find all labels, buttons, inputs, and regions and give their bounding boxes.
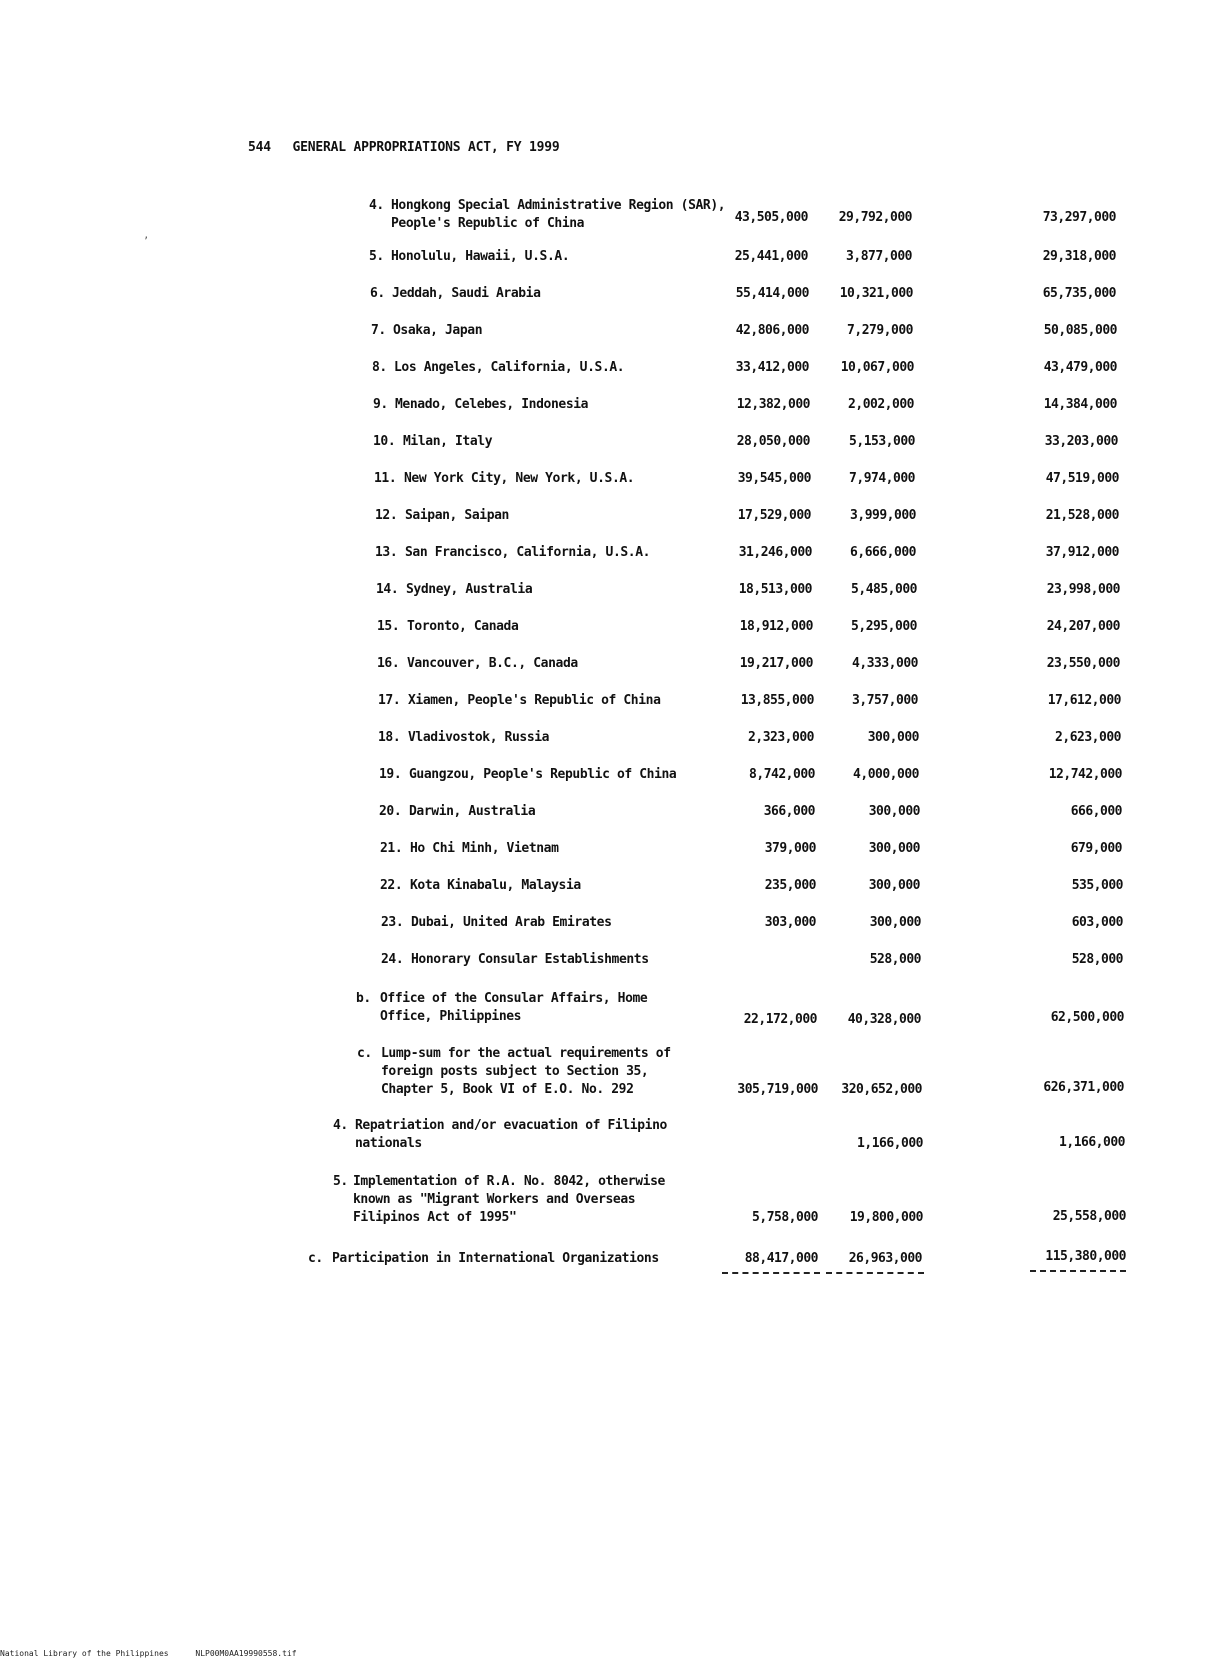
row-label	[375, 507, 509, 525]
total-amount: 535,000	[1071, 878, 1123, 893]
mooe-amount: 300,000	[868, 878, 920, 893]
row-text-line2: People's Republic of China	[391, 216, 585, 231]
personal-services-amount: 31,246,000	[738, 545, 812, 560]
personal-services-amount: 2,323,000	[748, 730, 814, 745]
mooe-amount: 528,000	[869, 952, 921, 967]
row-number: 17.	[378, 693, 401, 708]
total-amount: 17,612,000	[1047, 693, 1121, 708]
mooe-amount: 4,000,000	[853, 767, 919, 782]
mooe-amount: 300,000	[869, 915, 921, 930]
row-label	[374, 470, 634, 488]
mooe-amount: 10,321,000	[839, 286, 913, 301]
personal-services-amount: 43,505,000	[734, 210, 808, 225]
scan-mark: ’	[143, 236, 150, 247]
mooe-amount: 320,652,000	[841, 1082, 922, 1097]
row-text: Honolulu, Hawaii, U.S.A.	[391, 249, 570, 264]
total-amount: 1,166,000	[1059, 1135, 1125, 1150]
personal-services-amount: 12,382,000	[736, 397, 810, 412]
row-text-line2: Office, Philippines	[380, 1009, 522, 1024]
row-label	[378, 729, 549, 747]
row-number: 16.	[377, 656, 400, 671]
row-number: 4.	[333, 1118, 348, 1133]
row-label	[372, 359, 624, 377]
row-label	[379, 766, 676, 784]
row-label	[308, 1250, 659, 1268]
row-number: 7.	[371, 323, 386, 338]
row-text: San Francisco, California, U.S.A.	[405, 545, 651, 560]
row-label	[377, 618, 518, 636]
row-number: 22.	[380, 878, 403, 893]
row-text-line3: Chapter 5, Book VI of E.O. No. 292	[381, 1082, 634, 1097]
row-number: 14.	[376, 582, 399, 597]
row-label	[378, 692, 661, 710]
row-number: 10.	[373, 434, 396, 449]
total-amount: 29,318,000	[1042, 249, 1116, 264]
total-amount: 37,912,000	[1045, 545, 1119, 560]
row-label	[373, 396, 588, 414]
row-number: 6.	[370, 286, 385, 301]
personal-services-amount: 28,050,000	[736, 434, 810, 449]
mooe-amount: 3,757,000	[852, 693, 918, 708]
row-text-line2: nationals	[355, 1136, 422, 1151]
row-text: Saipan, Saipan	[405, 508, 509, 523]
row-number: b.	[356, 991, 371, 1006]
mooe-amount: 19,800,000	[849, 1210, 923, 1225]
total-amount: 73,297,000	[1042, 210, 1116, 225]
row-label	[380, 840, 559, 858]
mooe-amount: 40,328,000	[847, 1012, 921, 1027]
subtotal-rule-mooe	[826, 1272, 924, 1274]
row-text: Dubai, United Arab Emirates	[411, 915, 612, 930]
row-label	[371, 322, 482, 340]
personal-services-amount: 5,758,000	[752, 1210, 818, 1225]
row-number: 4.	[369, 198, 384, 213]
row-text: Honorary Consular Establishments	[411, 952, 649, 967]
total-amount: 47,519,000	[1045, 471, 1119, 486]
mooe-amount: 1,166,000	[857, 1136, 923, 1151]
row-text: Kota Kinabalu, Malaysia	[410, 878, 581, 893]
total-amount: 12,742,000	[1048, 767, 1122, 782]
total-amount: 65,735,000	[1042, 286, 1116, 301]
personal-services-amount: 19,217,000	[739, 656, 813, 671]
row-label	[381, 914, 612, 932]
total-amount: 62,500,000	[1050, 1010, 1124, 1025]
row-text: Vladivostok, Russia	[408, 730, 550, 745]
row-text: Lump-sum for the actual requirements of	[381, 1046, 671, 1061]
row-number: 21.	[380, 841, 403, 856]
mooe-amount: 300,000	[868, 841, 920, 856]
row-number: 20.	[379, 804, 402, 819]
row-label	[381, 951, 649, 969]
row-number: 5.	[333, 1174, 348, 1189]
total-amount: 115,380,000	[1045, 1249, 1126, 1264]
row-number: 8.	[372, 360, 387, 375]
row-label	[379, 803, 535, 821]
row-label	[357, 1045, 671, 1099]
page-number: 544	[248, 140, 271, 155]
personal-services-amount: 379,000	[764, 841, 816, 856]
row-text: Milan, Italy	[403, 434, 493, 449]
row-label	[377, 655, 578, 673]
mooe-amount: 2,002,000	[848, 397, 914, 412]
page-title: GENERAL APPROPRIATIONS ACT, FY 1999	[292, 140, 560, 155]
mooe-amount: 5,153,000	[849, 434, 915, 449]
personal-services-amount: 366,000	[763, 804, 815, 819]
total-amount: 2,623,000	[1055, 730, 1121, 745]
personal-services-amount: 33,412,000	[735, 360, 809, 375]
mooe-amount: 5,485,000	[851, 582, 917, 597]
row-text: Osaka, Japan	[393, 323, 483, 338]
mooe-amount: 6,666,000	[850, 545, 916, 560]
row-text: Vancouver, B.C., Canada	[407, 656, 578, 671]
row-number: 18.	[378, 730, 401, 745]
total-amount: 33,203,000	[1044, 434, 1118, 449]
personal-services-amount: 235,000	[764, 878, 816, 893]
row-number: 12.	[375, 508, 398, 523]
mooe-amount: 7,974,000	[849, 471, 915, 486]
personal-services-amount: 13,855,000	[740, 693, 814, 708]
total-amount: 14,384,000	[1043, 397, 1117, 412]
row-number: 13.	[375, 545, 398, 560]
row-number: 5.	[369, 249, 384, 264]
row-text: Repatriation and/or evacuation of Filipino	[355, 1118, 667, 1133]
personal-services-amount: 25,441,000	[734, 249, 808, 264]
row-label	[333, 1173, 665, 1227]
row-text-line3: Filipinos Act of 1995"	[353, 1210, 517, 1225]
total-amount: 23,998,000	[1046, 582, 1120, 597]
row-number: 23.	[381, 915, 404, 930]
row-text: Jeddah, Saudi Arabia	[392, 286, 541, 301]
row-number: 11.	[374, 471, 397, 486]
footer-file: NLP00M0AA19990558.tif	[195, 1649, 297, 1658]
personal-services-amount: 18,912,000	[739, 619, 813, 634]
footer-library: National Library of the Philippines	[0, 1649, 169, 1658]
row-text: Menado, Celebes, Indonesia	[395, 397, 589, 412]
page-header	[248, 140, 559, 155]
row-number: 9.	[373, 397, 388, 412]
row-label	[370, 285, 541, 303]
row-text: Ho Chi Minh, Vietnam	[410, 841, 559, 856]
mooe-amount: 3,877,000	[846, 249, 912, 264]
row-text-line2: known as "Migrant Workers and Overseas	[353, 1192, 636, 1207]
row-text: New York City, New York, U.S.A.	[404, 471, 635, 486]
mooe-amount: 4,333,000	[852, 656, 918, 671]
total-amount: 679,000	[1070, 841, 1122, 856]
total-amount: 528,000	[1071, 952, 1123, 967]
personal-services-amount: 88,417,000	[744, 1251, 818, 1266]
row-text: Los Angeles, California, U.S.A.	[394, 360, 625, 375]
mooe-amount: 300,000	[868, 804, 920, 819]
row-number: c.	[357, 1046, 372, 1061]
total-amount: 666,000	[1070, 804, 1122, 819]
row-text: Darwin, Australia	[409, 804, 536, 819]
personal-services-amount: 18,513,000	[738, 582, 812, 597]
mooe-amount: 5,295,000	[851, 619, 917, 634]
row-text: Xiamen, People's Republic of China	[408, 693, 661, 708]
row-label	[369, 248, 569, 266]
mooe-amount: 29,792,000	[838, 210, 912, 225]
row-text: Participation in International Organizations	[332, 1251, 659, 1266]
subtotal-rule-total	[1030, 1270, 1126, 1272]
row-label	[369, 197, 725, 233]
personal-services-amount: 305,719,000	[737, 1082, 818, 1097]
total-amount: 50,085,000	[1043, 323, 1117, 338]
personal-services-amount: 303,000	[764, 915, 816, 930]
mooe-amount: 300,000	[867, 730, 919, 745]
row-number: 24.	[381, 952, 404, 967]
mooe-amount: 26,963,000	[848, 1251, 922, 1266]
row-number: c.	[308, 1251, 323, 1266]
mooe-amount: 10,067,000	[840, 360, 914, 375]
scan-footer	[0, 1649, 319, 1658]
personal-services-amount: 17,529,000	[737, 508, 811, 523]
row-text: Office of the Consular Affairs, Home	[380, 991, 648, 1006]
row-text-line2: foreign posts subject to Section 35,	[381, 1064, 649, 1079]
total-amount: 626,371,000	[1043, 1080, 1124, 1095]
row-label	[380, 877, 581, 895]
row-text: Hongkong Special Administrative Region (SAR),	[391, 198, 726, 213]
row-label	[333, 1117, 667, 1153]
mooe-amount: 7,279,000	[847, 323, 913, 338]
total-amount: 43,479,000	[1043, 360, 1117, 375]
total-amount: 603,000	[1071, 915, 1123, 930]
row-label	[375, 544, 650, 562]
row-number: 19.	[379, 767, 402, 782]
personal-services-amount: 39,545,000	[737, 471, 811, 486]
row-text: Toronto, Canada	[407, 619, 519, 634]
personal-services-amount: 55,414,000	[735, 286, 809, 301]
row-label	[376, 581, 532, 599]
personal-services-amount: 8,742,000	[749, 767, 815, 782]
row-number: 15.	[377, 619, 400, 634]
subtotal-rule-ps	[722, 1272, 820, 1274]
personal-services-amount: 42,806,000	[735, 323, 809, 338]
total-amount: 25,558,000	[1052, 1209, 1126, 1224]
row-text: Guangzou, People's Republic of China	[409, 767, 677, 782]
personal-services-amount: 22,172,000	[743, 1012, 817, 1027]
total-amount: 23,550,000	[1046, 656, 1120, 671]
row-label	[356, 990, 647, 1026]
mooe-amount: 3,999,000	[850, 508, 916, 523]
total-amount: 21,528,000	[1045, 508, 1119, 523]
row-label	[373, 433, 492, 451]
row-text: Implementation of R.A. No. 8042, otherwise	[353, 1174, 665, 1189]
total-amount: 24,207,000	[1046, 619, 1120, 634]
row-text: Sydney, Australia	[406, 582, 533, 597]
